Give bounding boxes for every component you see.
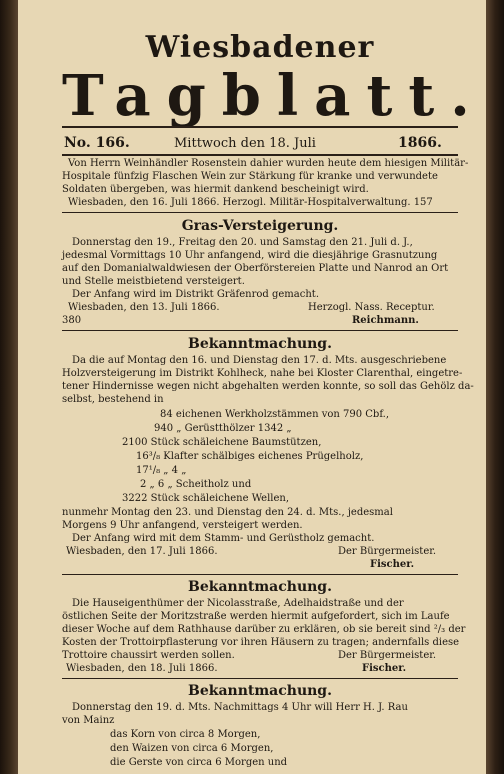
masthead-city: Wiesbadener: [145, 30, 375, 65]
notice2-line: Donnerstag den 19., Freitag den 20. und Samstag den 21. Juli d. J.,: [72, 237, 413, 248]
notice3-line: Da die auf Montag den 16. und Dienstag den 17. d. Mts. ausgeschriebene: [72, 355, 447, 366]
notice2-signer: Reichmann.: [352, 315, 419, 326]
notice4-line: dieser Woche auf dem Rathhause darüber zu erklären, ob sie bereit sind ²/₃ der: [62, 624, 466, 635]
notice1-line: Von Herrn Weinhändler Rosenstein dahier wurden heute dem hiesigen Militär-: [68, 158, 469, 169]
notice2-line: auf den Domanialwaldwiesen der Oberförstereien Platte und Nanrod an Ort: [62, 263, 449, 274]
notice3-item: 16³/₈ Klafter schälbiges eichenes Prügelholz,: [136, 451, 364, 462]
notice3-tail: Der Anfang wird mit dem Stamm- und Gerüstholz gemacht.: [72, 533, 375, 544]
notice5-item: das Korn von circa 8 Morgen,: [110, 729, 261, 740]
notice2-sign-left: Wiesbaden, den 13. Juli 1866.: [68, 302, 220, 313]
issue-year: 1866.: [398, 135, 442, 151]
notice3-sign-left: Wiesbaden, den 17. Juli 1866.: [66, 546, 218, 557]
divider: [62, 212, 458, 213]
newspaper-page: [18, 0, 486, 774]
notice4-line: östlichen Seite der Moritzstraße werden hiermit aufgefordert, sich im Laufe: [62, 611, 450, 622]
notice2-heading: Gras-Versteigerung.: [181, 218, 339, 234]
notice4-line: Trottoire chaussirt werden sollen.: [62, 650, 235, 661]
notice3-tail: Morgens 9 Uhr anfangend, versteigert werden.: [62, 520, 303, 531]
notice3-line: Holzversteigerung im Distrikt Kohlheck, nahe bei Kloster Clarenthal, eingetre-: [62, 368, 463, 379]
notice5-heading: Bekanntmachung.: [188, 683, 332, 699]
book-spine: [0, 0, 18, 774]
notice3-item: 17¹/₈ „ 4 „: [136, 465, 187, 476]
masthead-title: Tagblatt.: [62, 63, 486, 129]
notice3-item: 3222 Stück schäleichene Wellen,: [122, 493, 290, 504]
issue-rule: [62, 154, 458, 156]
notice5-line: von Mainz: [62, 715, 115, 726]
notice4-line: Die Hauseigenthümer der Nicolasstraße, Adelhaidstraße und der: [72, 598, 404, 609]
notice5-item: die Gerste von circa 6 Morgen und: [110, 757, 288, 768]
issue-date: Mittwoch den 18. Juli: [174, 136, 316, 151]
notice1-line: Soldaten übergeben, was hiermit dankend bescheinigt wird.: [62, 184, 369, 195]
page-edge: [486, 0, 504, 774]
notice2-line: Der Anfang wird im Distrikt Gräfenrod gemacht.: [72, 289, 319, 300]
notice3-sign-right: Der Bürgermeister.: [338, 546, 437, 557]
notice1-signature: Wiesbaden, den 16. Juli 1866. Herzogl. Militär-Hospitalverwaltung. 157: [68, 197, 433, 208]
notice2-sign-right: Herzogl. Nass. Receptur.: [308, 302, 435, 313]
notice2-line: und Stelle meistbietend versteigert.: [62, 276, 245, 287]
notice5-item: den Waizen von circa 6 Morgen,: [110, 743, 274, 754]
notice4-heading: Bekanntmachung.: [188, 579, 332, 595]
divider: [62, 574, 458, 575]
notice4-signer: Fischer.: [362, 663, 407, 674]
notice3-line: tener Hindernisse wegen nicht abgehalten werden konnte, so soll das Gehölz da-: [62, 381, 474, 392]
notice3-signer: Fischer.: [370, 559, 415, 570]
notice2-line: jedesmal Vormittags 10 Uhr anfangend, wird die diesjährige Grasnutzung: [62, 250, 438, 261]
divider: [62, 678, 458, 679]
notice3-item: 84 eichenen Werkholzstämmen von 790 Cbf.,: [160, 409, 390, 420]
notice3-item: 2100 Stück schäleichene Baumstützen,: [122, 437, 322, 448]
masthead-rule: [62, 126, 458, 128]
notice5-line: Donnerstag den 19. d. Mts. Nachmittags 4 Uhr will Herr H. J. Rau: [72, 702, 408, 713]
notice4-line: Kosten der Trottoirpflasterung vor ihren Häusern zu tragen; andernfalls diese: [62, 637, 460, 648]
notice4-sign-left: Wiesbaden, den 18. Juli 1866.: [66, 663, 218, 674]
notice3-item: 940 „ Gerüstthölzer 1342 „: [154, 423, 292, 434]
issue-number: No. 166.: [64, 135, 130, 151]
notice4-sign-right: Der Bürgermeister.: [338, 650, 437, 661]
notice3-heading: Bekanntmachung.: [188, 336, 332, 352]
divider: [62, 330, 458, 331]
notice3-tail: nunmehr Montag den 23. und Dienstag den 24. d. Mts., jedesmal: [62, 507, 393, 518]
notice3-line: selbst, bestehend in: [62, 394, 164, 405]
notice1-line: Hospitale fünfzig Flaschen Wein zur Stärkung für kranke und verwundete: [62, 171, 438, 182]
notice2-number: 380: [62, 315, 82, 326]
page-column: [62, 0, 486, 774]
notice3-item: 2 „ 6 „ Scheitholz und: [140, 479, 252, 490]
